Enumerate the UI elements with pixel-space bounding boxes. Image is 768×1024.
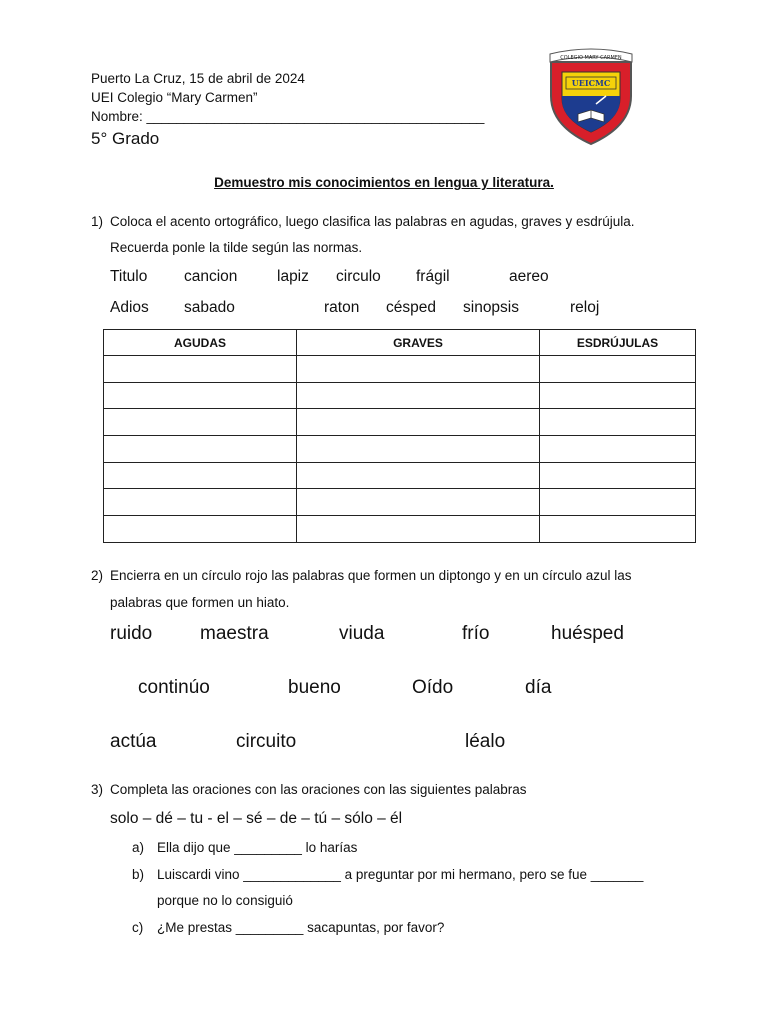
place-date: Puerto La Cruz, 15 de abril de 2024 xyxy=(91,71,305,86)
q1-word: césped xyxy=(386,299,436,316)
logo-ribbon-text: COLEGIO MARY CARMEN xyxy=(560,55,622,61)
answer-cell[interactable] xyxy=(104,409,297,436)
q3-number: 3) xyxy=(91,782,104,797)
answer-cell[interactable] xyxy=(540,489,696,516)
answer-cell[interactable] xyxy=(540,516,696,543)
worksheet-title: Demuestro mis conocimientos en lengua y literatura. xyxy=(214,175,554,190)
answer-cell[interactable] xyxy=(104,436,297,463)
q1-word: sabado xyxy=(184,299,235,316)
answer-cell[interactable] xyxy=(104,382,297,409)
q2-word[interactable]: circuito xyxy=(236,731,297,752)
q1-word: Titulo xyxy=(110,268,148,285)
q1-word: circulo xyxy=(336,268,381,285)
q1-word: cancion xyxy=(184,268,238,285)
q1-word: frágil xyxy=(416,268,450,285)
q1-word: Adios xyxy=(110,299,149,316)
q1-word: aereo xyxy=(509,268,549,285)
q3-item-letter: b) xyxy=(132,867,145,882)
answer-cell[interactable] xyxy=(297,462,540,489)
answer-cell[interactable] xyxy=(104,462,297,489)
q2-number: 2) xyxy=(91,568,104,583)
answer-cell[interactable] xyxy=(104,516,297,543)
table-row xyxy=(104,462,696,489)
q1-word: lapiz xyxy=(277,268,309,285)
q3-item-b-continuation: porque no lo consiguió xyxy=(157,893,293,908)
table-row xyxy=(104,436,696,463)
answer-cell[interactable] xyxy=(540,462,696,489)
column-header-esdrujulas: ESDRÚJULAS xyxy=(540,330,696,356)
answer-cell[interactable] xyxy=(540,382,696,409)
school-name: UEI Colegio “Mary Carmen” xyxy=(91,90,258,105)
column-header-agudas: AGUDAS xyxy=(104,330,297,356)
answer-cell[interactable] xyxy=(297,489,540,516)
answer-cell[interactable] xyxy=(297,356,540,383)
q1-instruction-line1: Coloca el acento ortográfico, luego clasifica las palabras en agudas, graves y esdrújula. xyxy=(110,214,635,229)
logo-band-text: UEICMC xyxy=(571,78,611,88)
table-row xyxy=(104,356,696,383)
table-row xyxy=(104,382,696,409)
q1-word: raton xyxy=(324,299,360,316)
answer-cell[interactable] xyxy=(297,409,540,436)
q2-instruction-line1: Encierra en un círculo rojo las palabras que formen un diptongo y en un círculo azul las xyxy=(110,568,632,583)
q2-word[interactable]: continúo xyxy=(138,677,210,698)
answer-cell[interactable] xyxy=(104,356,297,383)
table-row xyxy=(104,489,696,516)
q2-word[interactable]: viuda xyxy=(339,623,385,644)
q2-word[interactable]: bueno xyxy=(288,677,341,698)
school-crest-logo xyxy=(548,44,634,146)
q2-word[interactable]: actúa xyxy=(110,731,157,752)
q1-instruction-line2: Recuerda ponle la tilde según las normas. xyxy=(110,240,363,255)
student-name-line: Nombre: _____________________________________________ xyxy=(91,109,485,124)
q3-item-b[interactable]: Luiscardi vino _____________ a preguntar por mi hermano, pero se fue _______ xyxy=(157,867,644,882)
classification-table xyxy=(103,329,696,543)
q2-word[interactable]: maestra xyxy=(200,623,269,644)
q3-instruction: Completa las oraciones con las oraciones con las siguientes palabras xyxy=(110,782,527,797)
q3-item-letter: c) xyxy=(132,920,144,935)
q1-number: 1) xyxy=(91,214,104,229)
q3-item-c[interactable]: ¿Me prestas _________ sacapuntas, por favor? xyxy=(157,920,445,935)
q2-word[interactable]: huésped xyxy=(551,623,624,644)
q3-word-bank: solo – dé – tu - el – sé – de – tú – sólo – él xyxy=(110,810,403,827)
answer-cell[interactable] xyxy=(540,409,696,436)
q1-word: sinopsis xyxy=(463,299,519,316)
q3-item-a[interactable]: Ella dijo que _________ lo harías xyxy=(157,840,358,855)
q2-word[interactable]: ruido xyxy=(110,623,153,644)
q2-word[interactable]: Oído xyxy=(412,677,454,698)
column-header-graves: GRAVES xyxy=(297,330,540,356)
answer-cell[interactable] xyxy=(297,516,540,543)
table-row xyxy=(104,516,696,543)
answer-cell[interactable] xyxy=(104,489,297,516)
answer-cell[interactable] xyxy=(540,356,696,383)
answer-cell[interactable] xyxy=(297,382,540,409)
answer-cell[interactable] xyxy=(297,436,540,463)
q2-word[interactable]: frío xyxy=(462,623,490,644)
grade-label: 5° Grado xyxy=(91,129,160,148)
q2-word[interactable]: léalo xyxy=(465,731,506,752)
q2-word[interactable]: día xyxy=(525,677,552,698)
table-row xyxy=(104,409,696,436)
answer-cell[interactable] xyxy=(540,436,696,463)
q3-item-letter: a) xyxy=(132,840,145,855)
q1-word: reloj xyxy=(570,299,600,316)
q2-instruction-line2: palabras que formen un hiato. xyxy=(110,595,290,610)
